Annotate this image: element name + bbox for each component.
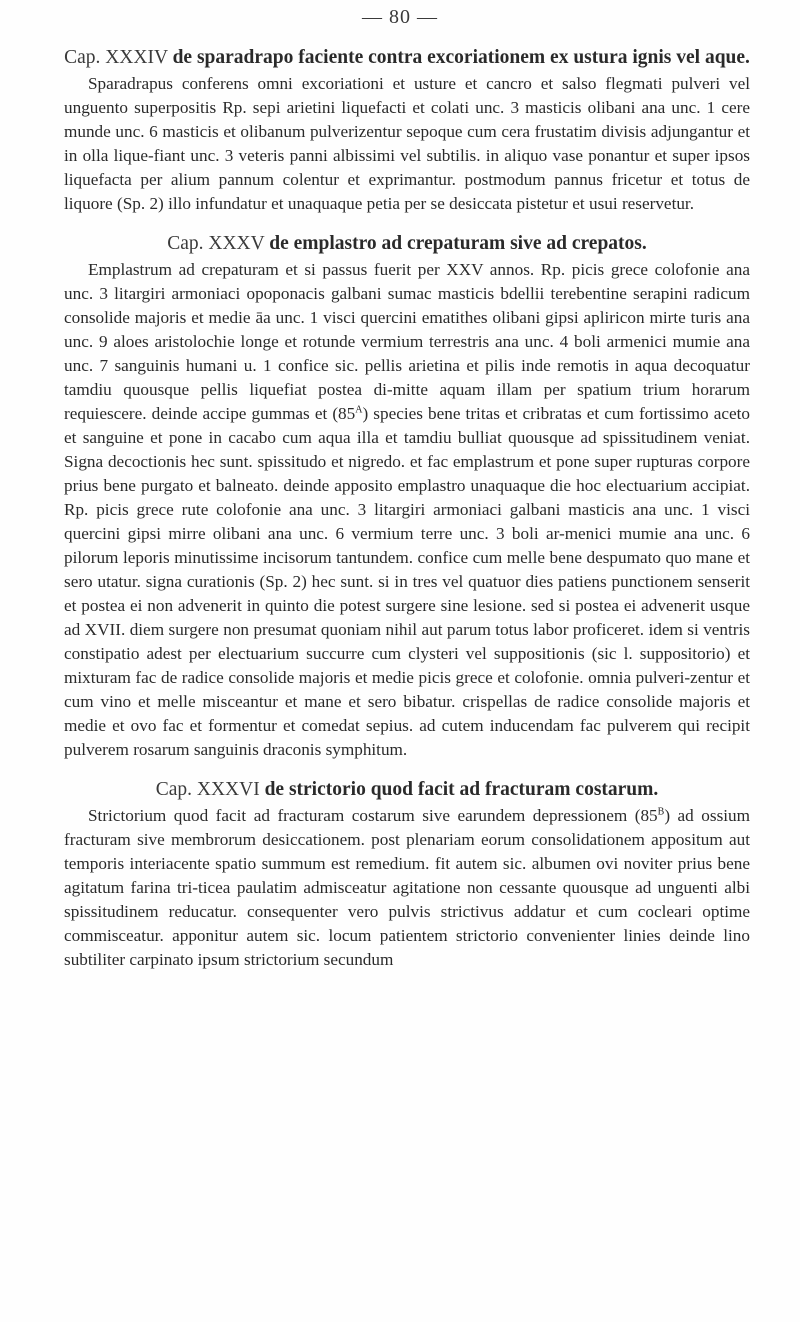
chapter-title: de sparadrapo faciente contra excoriationem ex ustura ignis vel aque. xyxy=(172,47,750,68)
chapter-title: de strictorio quod facit ad fracturam costarum. xyxy=(264,779,659,800)
chapter-35 xyxy=(64,232,750,762)
chapter-body xyxy=(64,804,750,972)
chapter-body: Sparadrapus conferens omni excoriationi et usture et cancro et salso flegmati pulveri vel unguento superpositis Rp. sepi arietini liquefacti et colati unc. 3 masticis olibani ana unc. 1 cere munde unc. 6 masticis et olibanum pulverizentur sepoque cum cera frustatim divisis adjungantur et in olla lique-fiant unc. 3 veteris panni albissimi vel subtilis. in aliquo vase ponantur et super ipsos liquefacta per alium pannum colentur et exprimantur. postmodum pannus fricetur et totus de liquore (Sp. 2) illo infundatur et unaquaque petia per se desiccata pistetur et usui reservetur. xyxy=(64,74,750,213)
footnote-marker: B xyxy=(657,806,665,818)
chapter-heading xyxy=(64,778,750,802)
body-text: ) ad ossium fracturam sive membrorum desiccationem. post plenariam eorum consolidationem appositum aut temporis interiacente spatio summum est remedium. fit autem sic. albumen ovi noviter prius bene agitatum farina tri-ticea paulatim admisceatur agitatione non cessante quousque ad unguenti albi spissitudinem reducatur. consequenter vero pulvis strictivus addatur et cum cocleari optime commisceatur. apponitur autem sic. locum patientem strictorio convenienter linies deinde lino subtiliter carpinato ipsum strictorium secundum xyxy=(64,806,750,969)
chapter-36 xyxy=(64,778,750,972)
page-number: — 80 — xyxy=(362,6,438,28)
body-text: ) species bene tritas et cribratas et cum fortissimo aceto et sanguine et pone in cacabo cum aqua illa et tamdiu bulliat quousque ad spissitudinem veniat. Signa decoctionis hec sunt. spissitudo et nigredo. et fac emplastrum et pone super rupturas corpore prius bene purgato et balneato. deinde apposito emplastro unaquaque die hoc electuarium accipiat. Rp. picis grece rute colofonie ana unc. 3 litargiri armoniaci galbani masticis ana unc. 1 visci quercini gipsi mirre olibani ana unc. 6 vermium terre unc. 3 boli ar-menici mumie ana unc. 6 pilorum leporis minutissime incisorum tantundem. confice cum melle bene despumato quo mane et sero utatur. signa curationis (Sp. 2) hec sunt. si in tres vel quatuor dies patiens punctionem senserit et postea ei non advenerit in quinto die potest surgere sine lesione. sed si postea ei advenerit usque ad XVII. diem surgere non presumat quoniam nihil aut parum totus labor proficeret. idem si ventris constipatio adest per electuarium succurre cum clysteri vel suppositionis (sic l. suppositorio) et mixturam fac de radice consolide majoris et medie picis grece et colofonie. omnia pulveri-zentur et cum vino et melle misceantur et mane et sero bibatur. crispellas de radice consolide majoris et medie et ovo fac et formentur et comedat sepius. ad cutem inducendam fac pulverem qui recipit pulverem rosarum sanguinis draconis symphitum. xyxy=(64,404,750,759)
chapter-number: Cap. XXXV xyxy=(167,233,265,254)
chapter-heading xyxy=(64,46,750,70)
chapter-heading xyxy=(64,232,750,256)
chapter-number: Cap. XXXVI xyxy=(155,779,260,800)
body-text: Emplastrum ad crepaturam et si passus fuerit per XXV annos. Rp. picis grece colofonie ana unc. 3 litargiri armoniaci opoponacis galbani sumac masticis bdellii terebentine serapini radicum consolide majoris et medie āa unc. 1 visci quercini ematithes olibani gipsi apliricon mirte turis ana unc. 9 aloes aristolochie longe et rotunde vermium terrestris ana unc. 4 boli armenici mumie ana unc. 7 sanguinis humani u. 1 confice sic. pellis arietina et pilis inde remotis in aqua decoquatur tamdiu quousque pellis liquefiat postea di-mitte aquam illam per spatium trium horarum requiescere. deinde accipe gummas et (85 xyxy=(64,260,750,423)
page-content xyxy=(64,46,750,988)
footnote-marker: A xyxy=(355,404,363,416)
chapter-body xyxy=(64,258,750,762)
chapter-34 xyxy=(64,46,750,216)
chapter-title: de emplastro ad crepaturam sive ad crepatos. xyxy=(269,233,647,254)
chapter-number: Cap. XXXIV xyxy=(64,47,168,68)
body-text: Strictorium quod facit ad fracturam costarum sive earundem depressionem (85 xyxy=(88,806,658,825)
